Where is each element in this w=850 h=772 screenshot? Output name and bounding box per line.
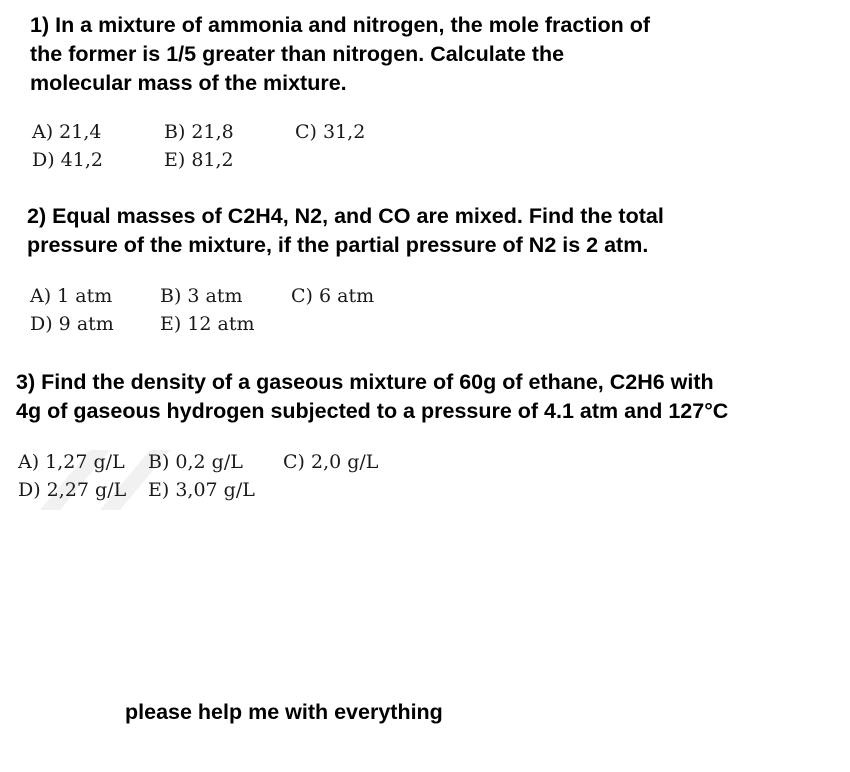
question-1-line-3: molecular mass of the mixture.: [30, 71, 347, 95]
question-3-text: [16, 368, 728, 426]
question-2-option-e: E) 12 atm: [160, 313, 255, 335]
question-1-option-a: A) 21,4: [32, 121, 102, 143]
question-3-option-e: E) 3,07 g/L: [148, 479, 255, 501]
question-1-option-c: C) 31,2: [295, 121, 366, 143]
question-2-option-a: A) 1 atm: [30, 285, 113, 307]
question-3-option-a: A) 1,27 g/L: [18, 451, 125, 473]
question-3-option-c: C) 2,0 g/L: [283, 451, 379, 473]
question-1-line-2: the former is 1/5 greater than nitrogen. Calculate the: [30, 42, 565, 66]
question-2-line-1: 2) Equal masses of C2H4, N2, and CO are mixed. Find the total: [27, 204, 664, 228]
question-2-option-c: C) 6 atm: [291, 285, 375, 307]
question-1-option-b: B) 21,8: [164, 121, 234, 143]
question-2-text: [27, 202, 664, 260]
question-1-line-1: 1) In a mixture of ammonia and nitrogen, the mole fraction of: [30, 13, 650, 37]
question-3-line-2: 4g of gaseous hydrogen subjected to a pressure of 4.1 atm and 127°C: [16, 399, 729, 423]
question-2-line-2: pressure of the mixture, if the partial pressure of N2 is 2 atm.: [27, 233, 649, 257]
question-1-option-d: D) 41,2: [32, 149, 103, 171]
question-3-option-b: B) 0,2 g/L: [148, 451, 243, 473]
help-request-text: please help me with everything: [125, 700, 443, 724]
question-1-option-e: E) 81,2: [164, 149, 234, 171]
question-2-option-d: D) 9 atm: [30, 313, 114, 335]
question-3-line-1: 3) Find the density of a gaseous mixture of 60g of ethane, C2H6 with: [16, 370, 714, 394]
question-1-text: [30, 11, 650, 98]
question-2-option-b: B) 3 atm: [160, 285, 243, 307]
question-3-option-d: D) 2,27 g/L: [18, 479, 127, 501]
